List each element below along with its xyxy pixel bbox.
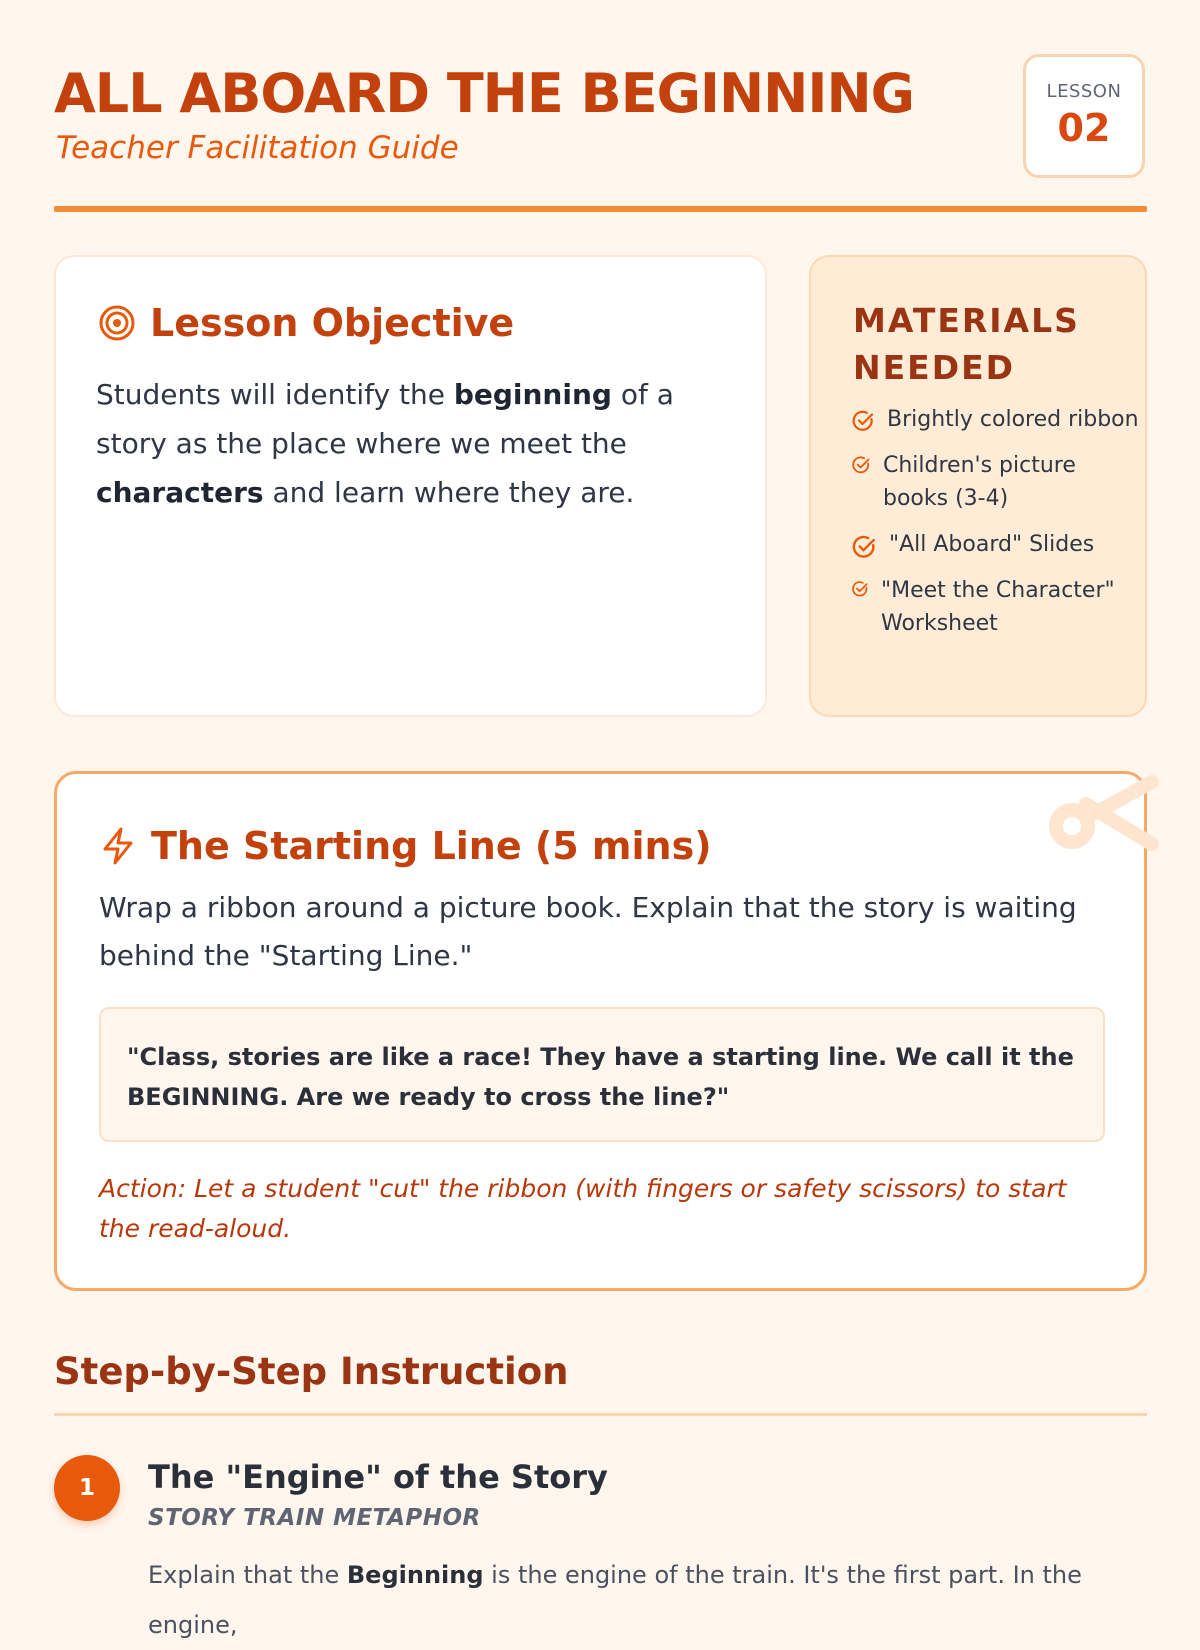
objective-text-part: and learn where they are. [263, 476, 635, 509]
objective-text-part: Students will identify the [96, 378, 454, 411]
lightning-icon [99, 826, 137, 866]
starting-line-heading [99, 824, 712, 868]
starting-line-card [54, 771, 1147, 1291]
material-label: "All Aboard" Slides [889, 532, 1095, 557]
objective-text [96, 370, 736, 517]
material-label: Children's picture books (3-4) [883, 453, 1076, 511]
step-keyword-beginning: Beginning [346, 1561, 484, 1589]
scissors-icon [1042, 764, 1152, 864]
materials-heading: MATERIALS NEEDED [853, 301, 1080, 387]
objective-heading-label: Lesson Objective [150, 301, 515, 345]
list-item [851, 574, 1141, 640]
check-circle-icon [851, 534, 877, 560]
check-circle-icon [851, 455, 871, 475]
objective-keyword-beginning: beginning [453, 378, 612, 411]
material-label: Brightly colored ribbon [887, 407, 1139, 432]
objective-text-part: of a story as the place where we meet the [96, 378, 674, 460]
check-circle-icon [851, 580, 869, 598]
steps-divider [54, 1413, 1147, 1416]
list-item [851, 528, 1141, 561]
starting-line-text: Wrap a ribbon around a picture book. Explain that the story is waiting behind the "Starting Line." [99, 891, 1077, 972]
lesson-objective-card [54, 255, 767, 717]
materials-list [851, 403, 1141, 653]
lesson-guide-page [54, 0, 1147, 1639]
check-circle-icon [851, 409, 875, 433]
header-divider [54, 206, 1147, 212]
starting-line-heading-label: The Starting Line (5 mins) [151, 824, 712, 868]
materials-card [809, 255, 1147, 717]
action-note: Action: Let a student "cut" the ribbon (with fingers or safety scissors) to start the read-aloud. [99, 1174, 1067, 1243]
header [54, 52, 1147, 212]
step-text [148, 1550, 1148, 1650]
objective-heading [98, 301, 514, 345]
step-text-part: Explain that the [148, 1561, 347, 1589]
objective-keyword-characters: characters [96, 476, 264, 509]
page-title: ALL ABOARD THE BEGINNING [54, 62, 914, 125]
lesson-number-badge [1023, 54, 1145, 178]
list-item [851, 403, 1141, 436]
page-subtitle: Teacher Facilitation Guide [56, 130, 459, 166]
step-number-badge: 1 [54, 1455, 120, 1521]
steps-heading: Step-by-Step Instruction [54, 1350, 569, 1393]
target-icon [98, 304, 136, 342]
lesson-number: 02 [1057, 106, 1111, 150]
material-label: "Meet the Character" Worksheet [881, 578, 1115, 636]
step-title: The "Engine" of the Story [148, 1458, 608, 1496]
step-text-part: is the engine of the train. It's the first part. In the engine, [148, 1561, 1082, 1639]
step-subtitle: STORY TRAIN METAPHOR [148, 1505, 481, 1531]
lesson-label: LESSON [1046, 81, 1122, 102]
list-item [851, 449, 1141, 515]
teacher-script-quote: "Class, stories are like a race! They have a starting line. We call it the BEGINNING. Are we ready to cross the line?" [99, 1007, 1105, 1142]
